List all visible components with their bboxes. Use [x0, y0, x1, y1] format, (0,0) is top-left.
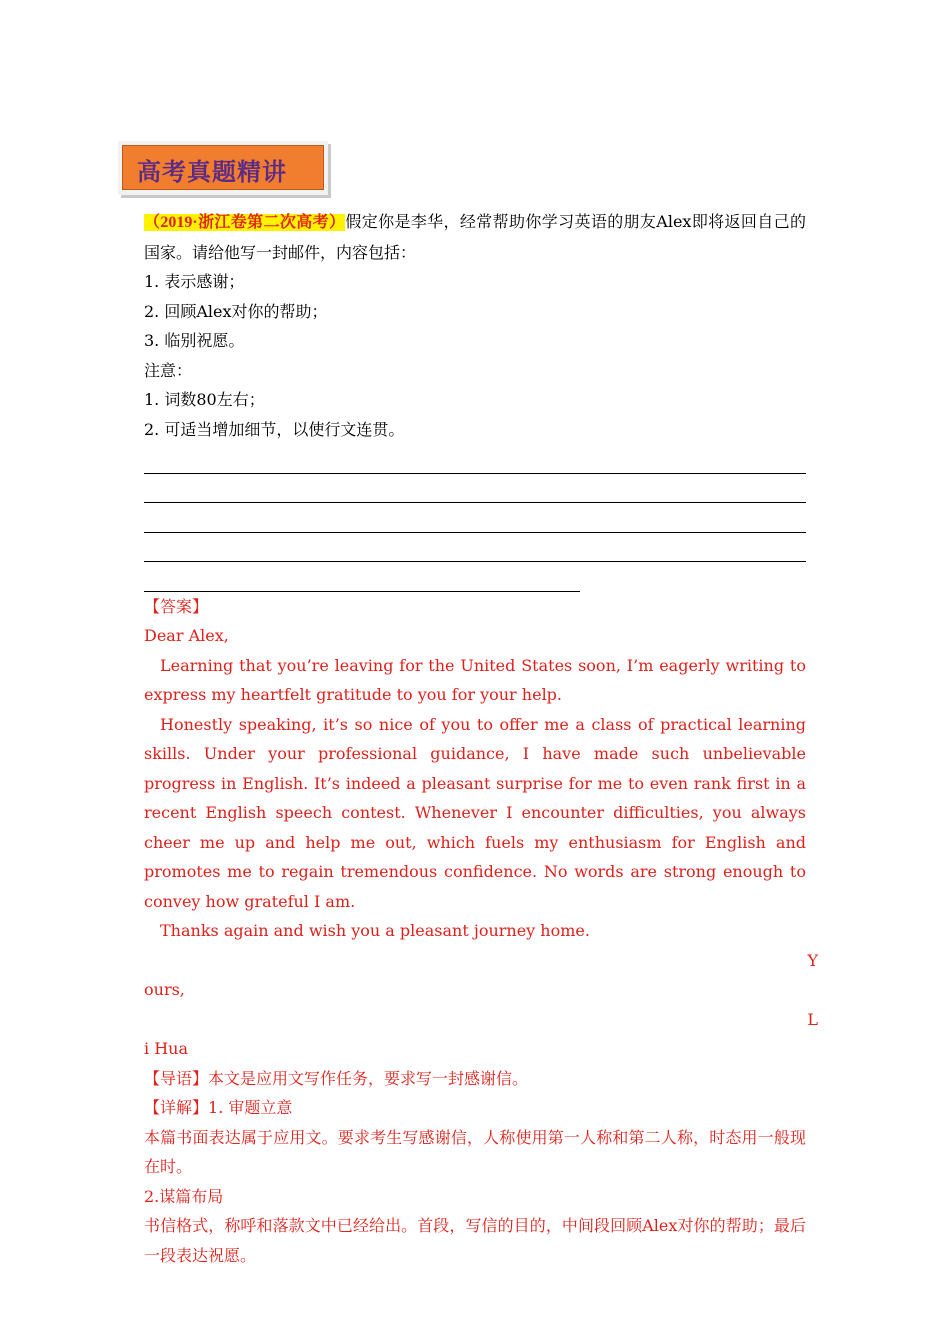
answer-blank-line: [144, 503, 806, 533]
requirement-item: 2. 回顾Alex对你的帮助；: [144, 301, 328, 321]
letter-signature-first-letter: L: [807, 1009, 818, 1029]
answer-section: [144, 592, 818, 1064]
requirement-item: 3. 临别祝愿。: [144, 331, 245, 350]
letter-paragraph: Thanks again and wish you a pleasant journey home.: [160, 921, 590, 940]
detail-label: 【详解】: [144, 1098, 209, 1117]
note-item: 1. 词数80左右；: [144, 390, 265, 409]
answer-label: 【答案】: [144, 596, 209, 616]
notes-label: 注意：: [144, 360, 193, 380]
answer-blank-line: [144, 444, 806, 474]
letter-paragraph: Honestly speaking, it’s so nice of you to offer me a class of practical learning skills. Under your professional guidance, I have made such unbelievable progress in English. It’s indeed a pleasant surprise for me to even rank first in a recent English speech contest. Whenever I encounter difficulties, you always cheer me up and help me out, which fuels my enthusiasm for English and promotes me to regain tremendous confidence. No words are strong enough to convey how grateful I am.: [144, 714, 806, 911]
section-banner-box: [122, 145, 324, 190]
letter-salutation: Dear Alex,: [144, 626, 229, 645]
letter-closing: ours,: [144, 980, 185, 999]
guide-text: 本文是应用文写作任务，要求写一封感谢信。: [208, 1068, 529, 1088]
requirement-item: 1. 表示感谢；: [144, 272, 245, 291]
question-intro: 假定你是李华，经常帮助你学习英语的朋友Alex即将返回自己的国家。请给他写一封邮件，内容包括：: [144, 212, 806, 262]
document-body: [144, 207, 818, 1270]
question-prompt: [144, 207, 806, 267]
letter-signature: i Hua: [144, 1039, 188, 1058]
guide-label: 【导语】: [144, 1068, 209, 1088]
answer-blank-line: [144, 533, 806, 563]
step1-text: 本篇书面表达属于应用文。要求考生写感谢信，人称使用第一人称和第二人称，时态用一般现在时。: [144, 1127, 806, 1176]
note-item: 2. 可适当增加细节，以使行文连贯。: [144, 419, 405, 439]
answer-blank-line: [144, 474, 806, 504]
step2-title: 2.谋篇布局: [144, 1186, 224, 1206]
section-title: 高考真题精讲: [137, 158, 287, 186]
step2-text: 书信格式，称呼和落款文中已经给出。首段，写信的目的，中间段回顾Alex对你的帮助；最后一段表达祝愿。: [144, 1216, 806, 1265]
letter-closing-first-letter: Y: [807, 950, 818, 970]
letter-paragraph: Learning that you’re leaving for the United States soon, I’m eagerly writing to express my heartfelt gratitude to you for your help.: [144, 655, 806, 704]
section-banner: [118, 141, 328, 195]
answer-blank-line: [144, 562, 580, 592]
step1-title: 1. 审题立意: [208, 1098, 293, 1117]
analysis-section: [144, 1064, 806, 1271]
answer-blank-lines: [144, 452, 806, 600]
source-tag: （2019·浙江卷第二次高考）: [144, 214, 346, 231]
